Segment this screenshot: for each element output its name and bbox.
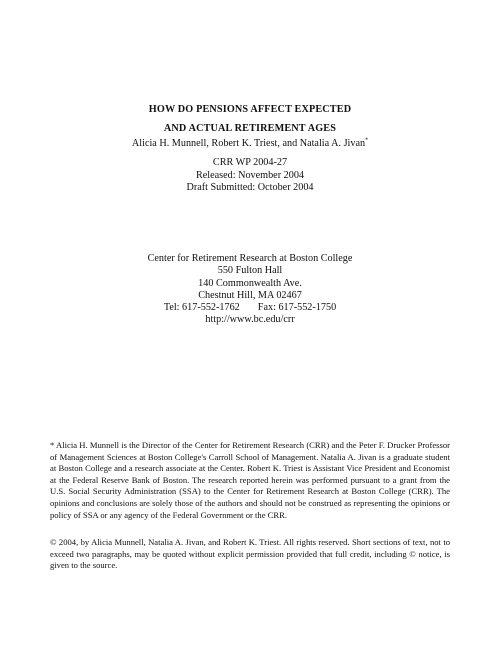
author-footnote-marker: * xyxy=(365,137,369,144)
address-street-1: 550 Fulton Hall xyxy=(217,265,283,277)
paper-title xyxy=(0,100,500,138)
author-list xyxy=(0,137,500,150)
release-date: Released: November 2004 xyxy=(195,169,305,181)
copyright-notice: © 2004, by Alicia Munnell, Natalia A. Jivan, and Robert K. Triest. All rights reserved. Short sections of text, not to exceed two paragraphs, may be quoted without explicit permission provided that full credit, including © notice, is given to the source. xyxy=(50,537,450,571)
title-line-2: AND ACTUAL RETIREMENT AGES xyxy=(163,123,337,134)
telephone: Tel: 617-552-1762 xyxy=(163,302,240,314)
website-url: http://www.bc.edu/crr xyxy=(205,314,295,326)
working-paper-number: CRR WP 2004-27 xyxy=(212,157,288,168)
address-city: Chestnut Hill, MA 02467 xyxy=(198,289,302,301)
phone-fax-line xyxy=(0,302,500,314)
paper-metadata xyxy=(0,157,500,195)
address-street-2: 140 Commonwealth Ave. xyxy=(198,277,302,289)
author-footnote: * Alicia H. Munnell is the Director of the Center for Retirement Research (CRR) and the Peter F. Drucker Professor of Management Sciences at Boston College's Carroll School of Management. Natalia A. Jivan is a graduate student at Boston College and a research associate at the Center. Robert K. Triest is Assistant Vice President and Economist at the Federal Reserve Bank of Boston. The research reported herein was performed pursuant to a grant from the U.S. Social Security Administration (SSA) to the Center for Retirement Research at Boston College (CRR). The opinions and conclusions are solely those of the authors and should not be construed as representing the opinions or policy of SSA or any agency of the Federal Government or the CRR. xyxy=(50,440,450,520)
author-names: Alicia H. Munnell, Robert K. Triest, and Natalia A. Jivan xyxy=(131,138,366,149)
title-line-1: HOW DO PENSIONS AFFECT EXPECTED xyxy=(148,104,352,115)
organization-name: Center for Retirement Research at Boston College xyxy=(147,253,353,264)
draft-date: Draft Submitted: October 2004 xyxy=(186,182,314,193)
contact-address xyxy=(0,253,500,327)
fax: Fax: 617-552-1750 xyxy=(257,302,337,314)
